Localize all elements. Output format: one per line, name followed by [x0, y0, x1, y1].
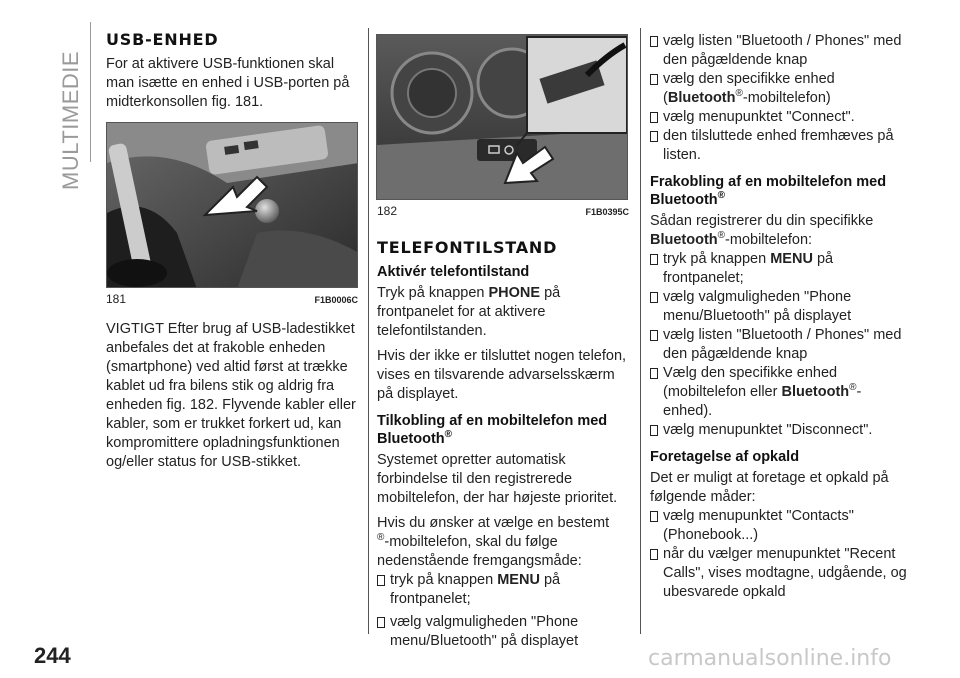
text-run: på frontpanelet for at aktivere telefontilstanden. [377, 285, 561, 339]
list-item [650, 364, 910, 421]
text-run: vælg valgmuligheden "Phone menu/Bluetooth" på displayet [663, 289, 852, 324]
section-heading-telefon: TELEFONTILSTAND [377, 238, 558, 257]
figure-182-caption [377, 202, 629, 222]
brand-bluetooth: Bluetooth [667, 90, 736, 106]
no-phone-paragraph: Hvis der ikke er tilsluttet nogen telefon, vises en tilsvarende advarselsskærm på displayet. [377, 348, 627, 402]
figure-181-number: 181 [106, 292, 127, 306]
list-item [650, 421, 910, 440]
text-run: Tryk på knappen [377, 285, 489, 301]
chapter-title: MULTIMEDIE [58, 50, 83, 190]
side-rule [90, 22, 91, 162]
list-item [377, 613, 629, 651]
chapter-side-tab [58, 30, 83, 190]
list-item [650, 288, 910, 326]
list-item [650, 108, 910, 127]
text-run: -mobiltelefon, skal du følge nedenstående fremgangsmåde: [377, 534, 582, 569]
checkbox-bullet-icon [650, 511, 658, 522]
text-run: på frontpanelet; [390, 572, 561, 607]
registered-mark: ® [849, 382, 857, 394]
checkbox-bullet-icon [650, 131, 658, 142]
text-run: vælg den specifikke enhed ( [663, 71, 835, 106]
make-call-paragraph: Det er muligt at foretage et opkald på følgende måder: [650, 470, 889, 505]
list-item [650, 326, 910, 364]
checkbox-bullet-icon [650, 254, 658, 265]
figure-181 [106, 122, 358, 288]
section-heading-usb: USB-ENHED [106, 30, 219, 49]
list-item [650, 545, 910, 602]
registered-mark: ® [735, 88, 743, 100]
column-3 [650, 32, 910, 602]
brand-bluetooth: Bluetooth [781, 384, 850, 400]
text-run: -mobiltelefon: [725, 232, 813, 248]
brand-bluetooth: Bluetooth [650, 232, 718, 248]
figure-181-code: F1B0006C [314, 295, 358, 305]
text-run: tryk på knappen [663, 251, 771, 267]
text-run: vælg valgmuligheden "Phone menu/Bluetooth" på displayet [390, 614, 579, 649]
register-phone-paragraph [650, 212, 910, 250]
text-run: -mobiltelefon) [742, 90, 831, 106]
usb-console-illustration [107, 123, 358, 288]
page-number: 244 [34, 643, 71, 668]
text-run: på frontpanelet; [663, 251, 834, 286]
figure-182 [376, 34, 628, 200]
watermark: carmanualsonline.info [648, 646, 892, 671]
checkbox-bullet-icon [650, 549, 658, 560]
list-item [650, 127, 910, 165]
checkbox-bullet-icon [650, 425, 658, 436]
text-run: Frakobling af en mobiltelefon med Bluetooth [650, 174, 887, 208]
text-run: vælg listen "Bluetooth / Phones" med den pågældende knap [663, 327, 902, 362]
column-1 [106, 28, 358, 478]
select-phone-paragraph [377, 514, 629, 571]
registered-mark: ® [377, 532, 385, 544]
checkbox-bullet-icon [650, 292, 658, 303]
text-run: vælg listen "Bluetooth / Phones" med den pågældende knap [663, 33, 902, 68]
text-run: Sådan registrerer du din specifikke [650, 213, 874, 229]
subheading-make-call: Foretagelse af opkald [650, 449, 800, 465]
list-item [377, 571, 629, 609]
registered-mark: ® [717, 190, 726, 202]
text-run: tryk på knappen [390, 572, 498, 588]
text-run: den tilsluttede enhed fremhæves på listen. [663, 128, 894, 163]
column-divider-1 [368, 28, 369, 634]
checkbox-bullet-icon [650, 330, 658, 341]
figure-181-caption [106, 290, 358, 310]
subheading-disconnect-bluetooth [650, 173, 910, 209]
registered-mark: ® [444, 429, 453, 441]
list-item [650, 32, 910, 70]
list-item [650, 70, 910, 108]
column-divider-2 [640, 28, 641, 634]
phone-activate-paragraph [377, 284, 629, 341]
usb-intro-paragraph: For at aktivere USB-funktionen skal man isætte en enhed i USB-porten på midterkonsollen fig. 181. [106, 56, 350, 110]
usb-cable-illustration [377, 35, 628, 200]
figure-182-number: 182 [377, 204, 398, 218]
subheading-activate-phone: Aktivér telefontilstand [377, 264, 530, 280]
text-run: når du vælger menupunktet "Recent Calls", vises modtagne, udgående, og ubesvarede opkald [663, 546, 907, 600]
text-run: Hvis du ønsker at vælge en bestemt [377, 515, 610, 531]
text-run: -enhed). [663, 384, 862, 419]
figure-182-code: F1B0395C [585, 207, 629, 217]
list-item [650, 250, 910, 288]
text-run: vælg menupunktet "Connect". [663, 109, 855, 125]
key-menu: MENU [770, 251, 813, 267]
registered-mark: ® [717, 230, 726, 242]
checkbox-bullet-icon [377, 575, 385, 586]
text-run: vælg menupunktet "Contacts" (Phonebook...) [663, 508, 854, 543]
subheading-connect-bluetooth [377, 412, 629, 448]
key-menu: MENU [497, 572, 540, 588]
text-run: vælg menupunktet "Disconnect". [663, 422, 873, 438]
checkbox-bullet-icon [650, 74, 658, 85]
text-run: Tilkobling af en mobiltelefon med Bluetooth [377, 413, 608, 447]
text-run: Vælg den specifikke enhed (mobiltelefon eller [663, 365, 838, 400]
checkbox-bullet-icon [650, 112, 658, 123]
checkbox-bullet-icon [650, 36, 658, 47]
column-2 [377, 34, 629, 651]
usb-important-paragraph: VIGTIGT Efter brug af USB-ladestikket anbefales det at frakoble enheden (smartphone) ved altid først at trække kablet ud fra bilens stik og aldrig fra enheden fig. 182. Flyvende kabler eller kabler, som er trukket forkert ud, kan kompromittere opladningsfunktionen og/eller status for USB-stikket. [106, 321, 356, 470]
list-item [650, 507, 910, 545]
auto-connect-paragraph: Systemet opretter automatisk forbindelse til den registrerede mobiltelefon, der har højeste prioritet. [377, 452, 618, 506]
checkbox-bullet-icon [650, 368, 658, 379]
checkbox-bullet-icon [377, 617, 385, 628]
key-phone: PHONE [488, 285, 541, 301]
